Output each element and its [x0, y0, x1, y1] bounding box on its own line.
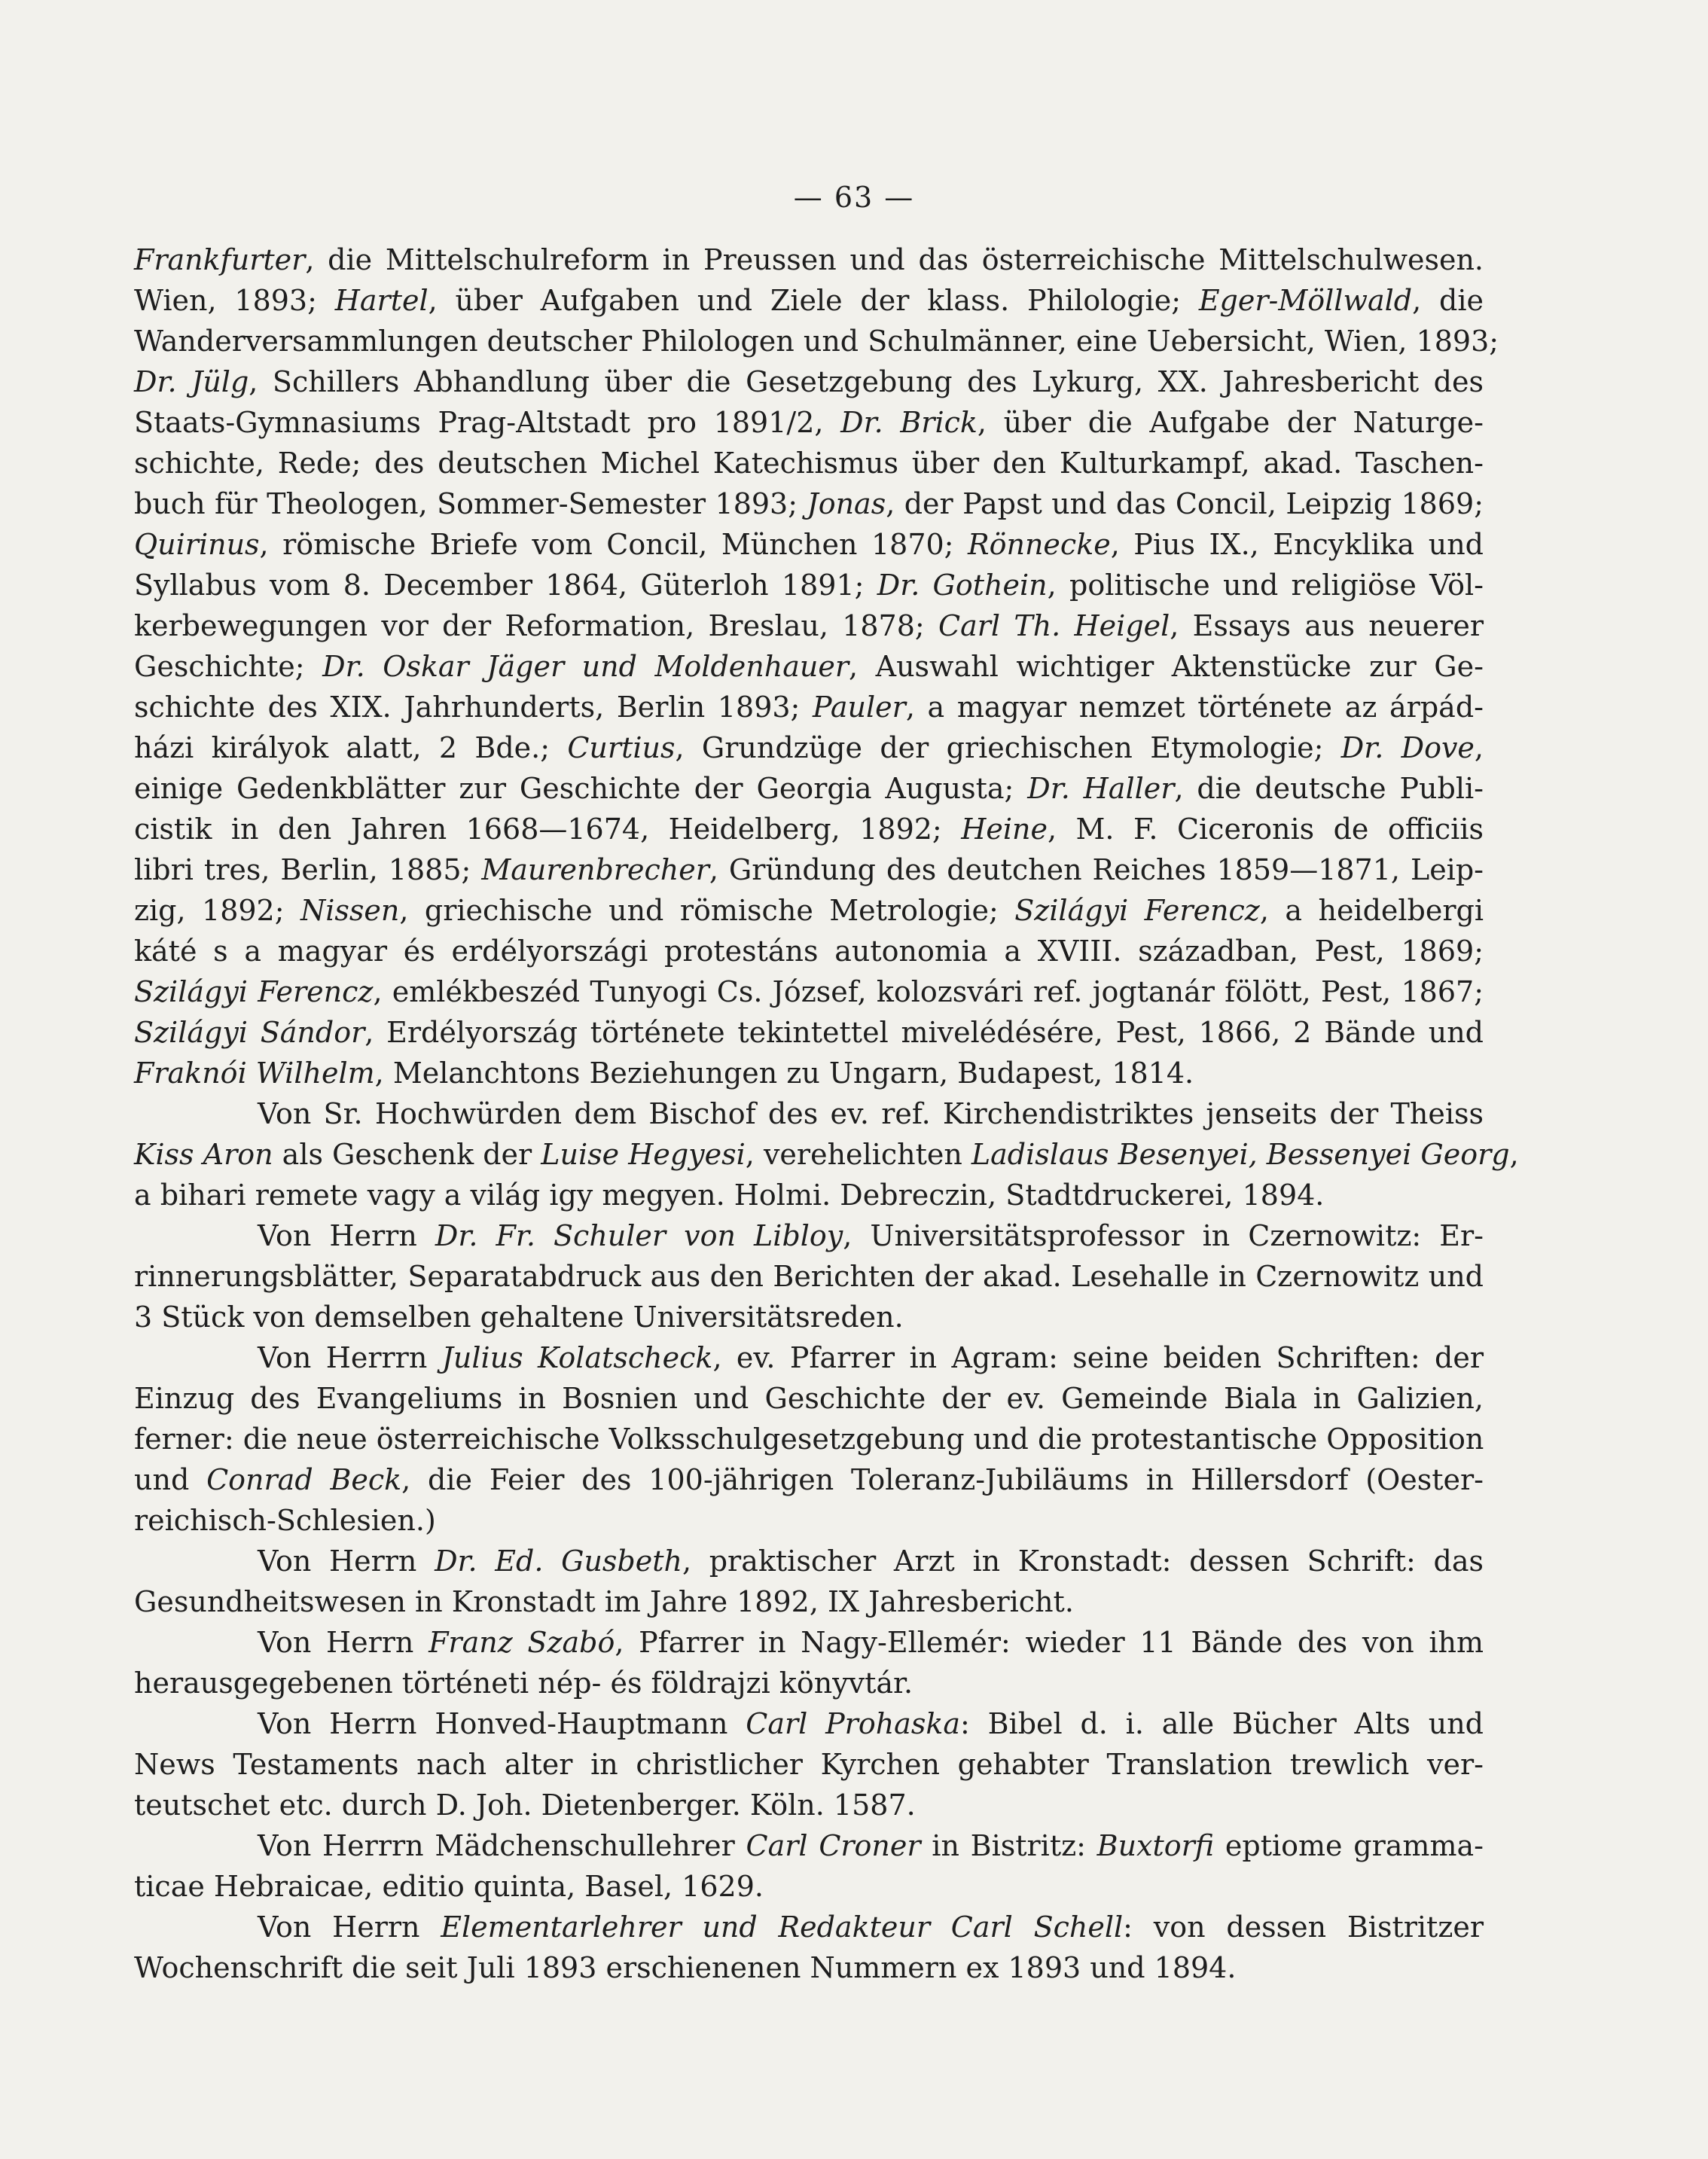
italic-name: Carl Th. Heigel	[938, 609, 1170, 642]
text-run: schichte, Rede; des deutschen Michel Katechismus über den Kulturkampf, akad. Taschen-	[134, 447, 1484, 480]
text-run: , über Aufgaben und Ziele der klass. Philologie;	[428, 284, 1199, 317]
text-line	[134, 1825, 1484, 1866]
text-run: , Gründung des deutchen Reiches 1859—1871, Leip-	[709, 853, 1484, 886]
text-line	[134, 1134, 1519, 1175]
text-run: , über die Aufgabe der Naturge-	[977, 406, 1484, 439]
text-run: teutschet etc. durch D. Joh. Dietenberger. Köln. 1587.	[134, 1788, 916, 1822]
italic-name: Dr. Haller	[1027, 772, 1175, 805]
text-run: házi királyok alatt, 2 Bde.;	[134, 731, 568, 764]
text-run: 3 Stück von demselben gehaltene Universitätsreden.	[134, 1301, 904, 1334]
text-line	[134, 1907, 1484, 1947]
text-run: kerbewegungen vor der Reformation, Breslau, 1878;	[134, 609, 939, 642]
italic-name: Carl Prohaska	[746, 1707, 961, 1740]
text-line	[134, 402, 1484, 443]
text-line	[134, 1093, 1484, 1134]
text-run: schichte des XIX. Jahrhunderts, Berlin 1893;	[134, 691, 813, 724]
text-line	[134, 1866, 1484, 1907]
italic-name: Szilágyi Ferencz	[134, 975, 374, 1008]
text-run: , Auswahl wichtiger Aktenstücke zur Ge-	[849, 650, 1484, 683]
italic-name: Dr. Fr. Schuler von Libloy	[435, 1219, 843, 1252]
text-run: Wanderversammlungen deutscher Philologen und Schulmänner, eine Uebersicht, Wien, 1893;	[134, 325, 1499, 358]
text-line	[134, 768, 1484, 809]
page-number: — 63 —	[793, 181, 915, 214]
text-run: Wochenschrift die seit Juli 1893 erschienenen Nummern ex 1893 und 1894.	[134, 1951, 1237, 1984]
italic-name: Kiss Aron	[134, 1138, 273, 1171]
text-run: , Essays aus neuerer	[1170, 609, 1484, 642]
text-run: , politische und religiöse Völ-	[1047, 569, 1484, 602]
text-run: : von dessen Bistritzer	[1123, 1910, 1484, 1944]
text-run: , Melanchtons Beziehungen zu Ungarn, Budapest, 1814.	[374, 1057, 1194, 1090]
text-run: , Pius IX., Encyklika und	[1110, 528, 1484, 561]
text-line	[134, 1012, 1484, 1053]
italic-name: Dr. Jülg	[134, 365, 249, 398]
text-run: Wien, 1893;	[134, 284, 335, 317]
italic-name: Julius Kolatscheck	[441, 1341, 713, 1374]
italic-name: Jonas	[807, 487, 886, 520]
text-run: Von Sr. Hochwürden dem Bischof des ev. ref. Kirchendistriktes jenseits der Theiss	[258, 1097, 1484, 1130]
italic-name: Eger-Möllwald	[1198, 284, 1413, 317]
text-run: , Schillers Abhandlung über die Gesetzgebung des Lykurg, XX. Jahresbericht des	[249, 365, 1484, 398]
italic-name: Dr. Brick	[840, 406, 978, 439]
italic-name: Fraknói Wilhelm	[134, 1057, 375, 1090]
text-line	[134, 890, 1484, 931]
italic-name: Heine	[961, 813, 1048, 846]
text-run: , praktischer Arzt in Kronstadt: dessen Schrift: das	[682, 1545, 1484, 1578]
text-run: als Geschenk der	[273, 1138, 541, 1171]
text-run: Von Herrn	[258, 1626, 429, 1659]
text-run: , ev. Pfarrer in Agram: seine beiden Schriften: der	[712, 1341, 1484, 1374]
text-run: , a heidelbergi	[1259, 894, 1484, 927]
text-run: a bihari remete vagy a világ igy megyen. Holmi. Debreczin, Stadtdruckerei, 1894.	[134, 1179, 1325, 1212]
text-line	[134, 483, 1484, 524]
italic-name: Buxtorfi	[1096, 1829, 1215, 1862]
text-run: Gesundheitswesen in Kronstadt im Jahre 1892, IX Jahresbericht.	[134, 1585, 1074, 1618]
italic-name: Quirinus	[134, 528, 260, 561]
text-run: Einzug des Evangeliums in Bosnien und Geschichte der ev. Gemeinde Biala in Galizien,	[134, 1382, 1484, 1415]
italic-name: Ladislaus Besenyei, Bessenyei Georg	[971, 1138, 1510, 1171]
italic-name: Franz Szabó	[429, 1626, 615, 1659]
text-line	[134, 727, 1484, 768]
text-line	[134, 1744, 1484, 1785]
text-run: ,	[1474, 731, 1484, 764]
text-run: eptiome gramma-	[1214, 1829, 1484, 1862]
text-line	[134, 1785, 1484, 1825]
italic-name: Maurenbrecher	[481, 853, 709, 886]
italic-name: Frankfurter	[134, 243, 306, 276]
italic-name: Elementarlehrer und Redakteur Carl Schell	[441, 1910, 1124, 1944]
text-run: Syllabus vom 8. December 1864, Güterloh 1891;	[134, 569, 877, 602]
text-run: , Universitätsprofessor in Czernowitz: Er-	[843, 1219, 1484, 1252]
italic-name: Dr. Gothein	[877, 569, 1048, 602]
italic-name: Dr. Ed. Gusbeth	[435, 1545, 682, 1578]
text-line	[134, 1378, 1484, 1419]
italic-name: Rönnecke	[967, 528, 1111, 561]
text-run: Von Herrn Honved-Hauptmann	[258, 1707, 746, 1740]
text-line	[134, 1053, 1484, 1093]
text-line	[134, 605, 1484, 646]
text-run: reichisch-Schlesien.)	[134, 1504, 436, 1537]
text-run: , die deutsche Publi-	[1174, 772, 1484, 805]
italic-name: Nissen	[300, 894, 400, 927]
text-run: káté s a magyar és erdélyországi protestáns autonomia a XVIII. században, Pest, 1869;	[134, 935, 1484, 968]
text-line	[134, 565, 1484, 605]
italic-name: Carl Croner	[746, 1829, 921, 1862]
text-line	[134, 1175, 1484, 1215]
italic-name: Szilágyi Sándor	[134, 1016, 365, 1049]
text-line	[134, 239, 1484, 280]
text-run: News Testaments nach alter in christlicher Kyrchen gehabter Translation trewlich ver-	[134, 1748, 1484, 1781]
text-run: , die	[1412, 284, 1484, 317]
text-run: ,	[1509, 1138, 1519, 1171]
text-run: buch für Theologen, Sommer-Semester 1893;	[134, 487, 807, 520]
text-line	[134, 1703, 1484, 1744]
text-run: Von Herrn	[258, 1910, 441, 1944]
text-line	[134, 971, 1484, 1012]
text-line	[134, 524, 1484, 565]
italic-name: Dr. Oskar Jäger und Moldenhauer	[322, 650, 849, 683]
text-run: , der Papst und das Concil, Leipzig 1869;	[886, 487, 1484, 520]
italic-name: Luise Hegyesi	[541, 1138, 746, 1171]
text-line	[134, 443, 1484, 483]
italic-name: Curtius	[567, 731, 676, 764]
text-body	[134, 239, 1519, 1988]
text-run: ticae Hebraicae, editio quinta, Basel, 1629.	[134, 1870, 764, 1903]
text-run: libri tres, Berlin, 1885;	[134, 853, 482, 886]
text-line	[134, 1622, 1484, 1663]
text-line	[134, 1256, 1484, 1297]
text-run: Von Herrrn Mädchenschullehrer	[258, 1829, 746, 1862]
text-run: Von Herrn	[258, 1219, 435, 1252]
text-run: , a magyar nemzet története az árpád-	[905, 691, 1484, 724]
text-run: Von Herrn	[258, 1545, 435, 1578]
text-run: Von Herrrn	[258, 1341, 442, 1374]
text-run: , emlékbeszéd Tunyogi Cs. József, kolozsvári ref. jogtanár fölött, Pest, 1867;	[373, 975, 1484, 1008]
text-run: herausgegebenen történeti nép- és földrajzi könyvtár.	[134, 1667, 913, 1700]
text-run: in Bistritz:	[920, 1829, 1097, 1862]
text-line	[134, 809, 1484, 849]
text-run: , die Mittelschulreform in Preussen und das österreichische Mittelschulwesen.	[305, 243, 1484, 276]
text-line	[134, 646, 1484, 687]
text-run: cistik in den Jahren 1668—1674, Heidelberg, 1892;	[134, 813, 962, 846]
text-run: : Bibel d. i. alle Bücher Alts und	[960, 1707, 1484, 1740]
text-line	[134, 1459, 1484, 1500]
text-line	[134, 687, 1484, 727]
text-line	[134, 1215, 1484, 1256]
text-line	[134, 1500, 1484, 1541]
italic-name: Dr. Dove	[1340, 731, 1475, 764]
text-line	[134, 849, 1484, 890]
text-run: , verehelichten	[745, 1138, 971, 1171]
italic-name: Conrad Beck	[206, 1463, 402, 1496]
italic-name: Pauler	[813, 691, 906, 724]
text-run: Staats-Gymnasiums Prag-Altstadt pro 1891/2,	[134, 406, 841, 439]
text-run: rinnerungsblätter, Separatabdruck aus den Berichten der akad. Lesehalle in Czernowitz und	[134, 1260, 1484, 1293]
text-line	[134, 280, 1484, 321]
text-run: und	[134, 1463, 207, 1496]
text-line	[134, 931, 1484, 971]
text-line	[134, 361, 1484, 402]
text-run: , Erdélyország története tekintettel mivelédésére, Pest, 1866, 2 Bände und	[364, 1016, 1484, 1049]
text-run: zig, 1892;	[134, 894, 300, 927]
text-line	[134, 1541, 1484, 1581]
text-line	[134, 1337, 1484, 1378]
text-line	[134, 1947, 1484, 1988]
text-run: , römische Briefe vom Concil, München 1870;	[259, 528, 968, 561]
text-run: , Pfarrer in Nagy-Ellemér: wieder 11 Bände des von ihm	[615, 1626, 1484, 1659]
text-line	[134, 321, 1499, 361]
text-line	[134, 1419, 1484, 1459]
text-run: ferner: die neue österreichische Volksschulgesetzgebung und die protestantische Opposition	[134, 1423, 1484, 1456]
text-run: Geschichte;	[134, 650, 323, 683]
text-run: , M. F. Ciceronis de officiis	[1047, 813, 1484, 846]
text-run: , Grundzüge der griechischen Etymologie;	[675, 731, 1341, 764]
italic-name: Hartel	[334, 284, 429, 317]
text-line	[134, 1297, 1484, 1337]
text-line	[134, 1581, 1484, 1622]
text-run: , die Feier des 100-jährigen Toleranz-Jubiläums in Hillersdorf (Oester-	[401, 1463, 1484, 1496]
text-line	[134, 1663, 1484, 1703]
text-run: , griechische und römische Metrologie;	[399, 894, 1015, 927]
text-run: einige Gedenkblätter zur Geschichte der Georgia Augusta;	[134, 772, 1028, 805]
italic-name: Szilágyi Ferencz	[1014, 894, 1260, 927]
